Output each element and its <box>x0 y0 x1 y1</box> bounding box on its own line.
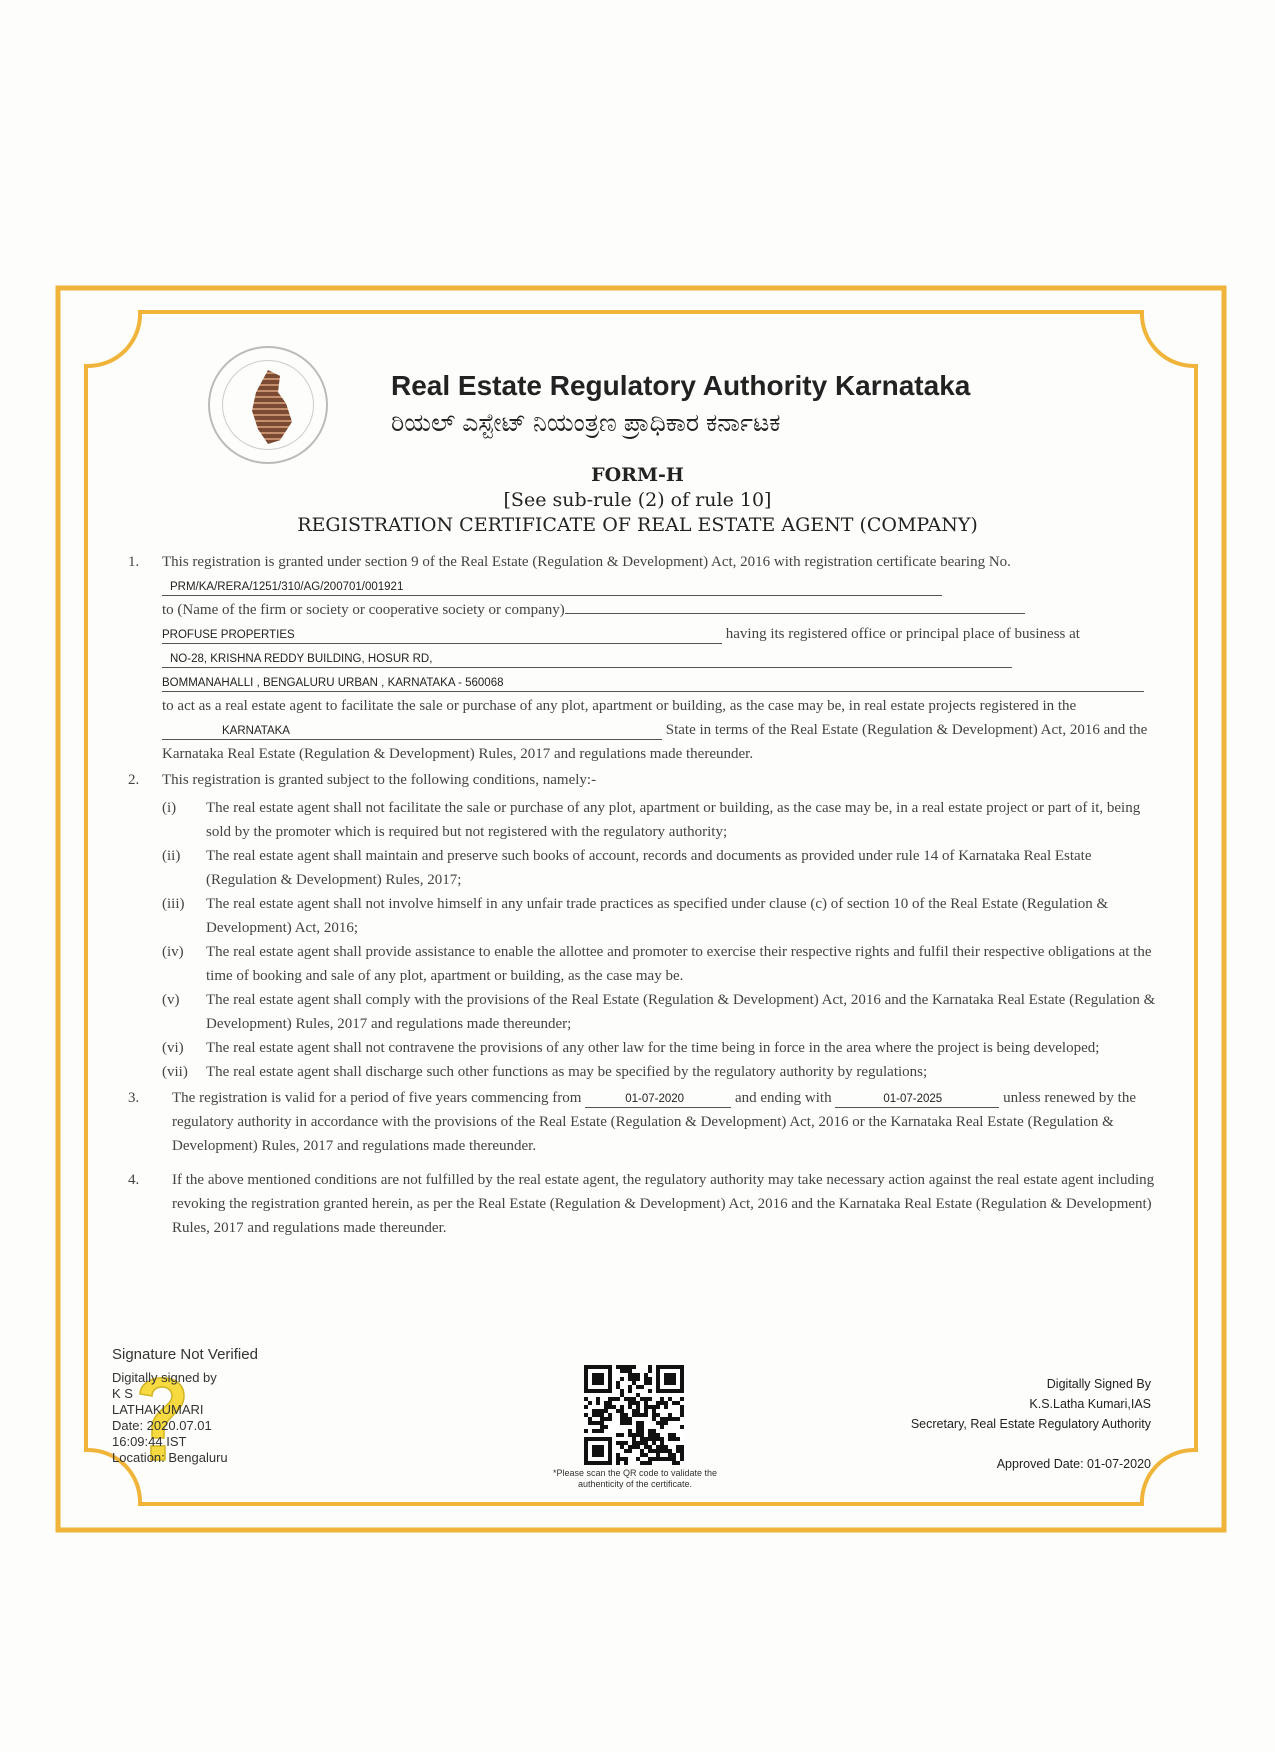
firm-name: PROFUSE PROPERTIES <box>162 627 722 644</box>
registration-number: PRM/KA/RERA/1251/310/AG/200701/001921 <box>162 579 942 596</box>
qr-note: *Please scan the QR code to validate the authenticity of the certificate. <box>552 1468 718 1489</box>
digitally-signed-by-label: Digitally Signed By <box>1046 1377 1151 1391</box>
text: unless renewed by the regulatory authority in accordance with the provisions of the Real Estate (Regulation & Development) Act, 2016 or the Karnataka Real Estate (Regulation & Development) Rules, 2017 and regulations made thereunder. <box>172 1090 1136 1154</box>
rera-karnataka-logo <box>208 346 328 464</box>
certificate-body <box>128 550 1158 1240</box>
condition-item <box>128 988 1158 1036</box>
condition-text: The real estate agent shall provide assistance to enable the allottee and promoter to exercise their respective rights and fulfil their respective obligations at the time of booking and sale of any plot, apartment or building, as the case may be. <box>206 944 1152 984</box>
condition-text: The real estate agent shall not facilitate the sale or purchase of any plot, apartment or building, as the case may be, in a real estate project or part of it, being sold by the promoter which is required but not registered with the regulatory authority; <box>206 800 1141 840</box>
condition-item <box>128 1060 1158 1084</box>
condition-item <box>128 1036 1158 1060</box>
approved-date: Approved Date: 01-07-2020 <box>996 1457 1151 1471</box>
text: having its registered office or principal place of business at <box>725 626 1080 642</box>
condition-text: The real estate agent shall not involve himself in any unfair trade practices as specified under clause (c) of section 10 of the Real Estate (Regulation & Development) Act, 2016; <box>206 896 1109 936</box>
address-line-1: NO-28, KRISHNA REDDY BUILDING, HOSUR RD, <box>162 651 1012 668</box>
form-rule: [See sub-rule (2) of rule 10] <box>503 489 772 511</box>
signed-by-label: Digitally signed by <box>112 1370 217 1385</box>
condition-number: (iv) <box>162 944 184 960</box>
signer-block <box>911 1374 1151 1474</box>
signature-status: Signature Not Verified <box>112 1346 258 1363</box>
condition-text: The real estate agent shall not contravene the provisions of any other law for the time being in force in the area where the project is being developed; <box>206 1040 1100 1056</box>
paragraph-4 <box>128 1168 1158 1240</box>
qr-code <box>584 1365 684 1465</box>
para-number: 4. <box>128 1172 140 1188</box>
signer-name: LATHAKUMARI <box>112 1402 204 1417</box>
para-number: 3. <box>128 1090 140 1106</box>
text: to act as a real estate agent to facilitate the sale or purchase of any plot, apartment or building, as the case may be, in real estate projects registered in the <box>162 698 1077 714</box>
paragraph-1 <box>128 550 1158 766</box>
condition-number: (ii) <box>162 848 181 864</box>
condition-number: (i) <box>162 800 177 816</box>
digital-signature-block[interactable] <box>112 1346 262 1466</box>
signer-name: K.S.Latha Kumari,IAS <box>1029 1397 1151 1411</box>
condition-number: (iii) <box>162 896 185 912</box>
address-line-2: BOMMANAHALLI , BENGALURU URBAN , KARNATAKA - 560068 <box>162 675 1144 692</box>
signature-location: Location: Bengaluru <box>112 1450 228 1465</box>
text: and ending with <box>734 1090 832 1106</box>
condition-item <box>128 844 1158 892</box>
para-number: 1. <box>128 554 140 570</box>
conditions-list <box>128 796 1158 1084</box>
text: This registration is granted subject to the following conditions, namely:- <box>162 772 597 788</box>
signature-date: Date: 2020.07.01 <box>112 1418 212 1433</box>
certificate-heading: REGISTRATION CERTIFICATE OF REAL ESTATE AGENT (COMPANY) <box>297 514 978 536</box>
condition-text: The real estate agent shall discharge such other functions as may be specified by the regulatory authority by regulations; <box>206 1064 928 1080</box>
text: State in terms of the Real Estate (Regulation & Development) Act, 2016 and the Karnataka Real Estate (Regulation & Development) Rules, 2017 and regulations made thereunder. <box>162 722 1148 762</box>
valid-until-date: 01-07-2025 <box>835 1091 999 1108</box>
paragraph-3 <box>128 1086 1158 1158</box>
blank-line <box>565 613 1025 614</box>
signer-initials: K S <box>112 1386 133 1401</box>
text: This registration is granted under section 9 of the Real Estate (Regulation & Development) Act, 2016 with registration certificate bearing No. <box>162 554 1011 570</box>
form-name: FORM-H <box>591 464 684 486</box>
signer-designation: Secretary, Real Estate Regulatory Authority <box>910 1417 1151 1431</box>
signature-time: 16:09:44 IST <box>112 1434 187 1449</box>
authority-title-kannada: ರಿಯಲ್ ಎಸ್ಟೇಟ್ ನಿಯಂತ್ರಣ ಪ್ರಾಧಿಕಾರ ಕರ್ನಾಟಕ <box>391 409 781 437</box>
text: The registration is valid for a period of five years commencing from <box>172 1090 582 1106</box>
text: If the above mentioned conditions are not fulfilled by the real estate agent, the regulatory authority may take necessary action against the real estate agent including revoking the registration granted herein, as per the Real Estate (Regulation & Development) Act, 2016 and the Karnataka Real Estate (Regulation & Development) Rules, 2017 and regulations made thereunder. <box>172 1172 1155 1236</box>
condition-item <box>128 796 1158 844</box>
authority-title: Real Estate Regulatory Authority Karnataka <box>391 370 971 401</box>
para-number: 2. <box>128 772 140 788</box>
certificate-footer <box>0 1346 1275 1496</box>
condition-number: (vii) <box>162 1064 188 1080</box>
condition-item <box>128 892 1158 940</box>
condition-text: The real estate agent shall comply with the provisions of the Real Estate (Regulation & Development) Act, 2016 and the Karnataka Real Estate (Regulation & Development) Rules, 2017 and regulations made thereunder; <box>206 992 1156 1032</box>
paragraph-2 <box>128 768 1158 792</box>
state-name: KARNATAKA <box>162 723 662 740</box>
valid-from-date: 01-07-2020 <box>585 1091 731 1108</box>
condition-number: (vi) <box>162 1040 184 1056</box>
condition-number: (v) <box>162 992 180 1008</box>
condition-text: The real estate agent shall maintain and preserve such books of account, records and documents as provided under rule 14 of Karnataka Real Estate (Regulation & Development) Rules, 2017; <box>206 848 1092 888</box>
condition-item <box>128 940 1158 988</box>
text: to (Name of the firm or society or cooperative society or company) <box>162 602 565 618</box>
